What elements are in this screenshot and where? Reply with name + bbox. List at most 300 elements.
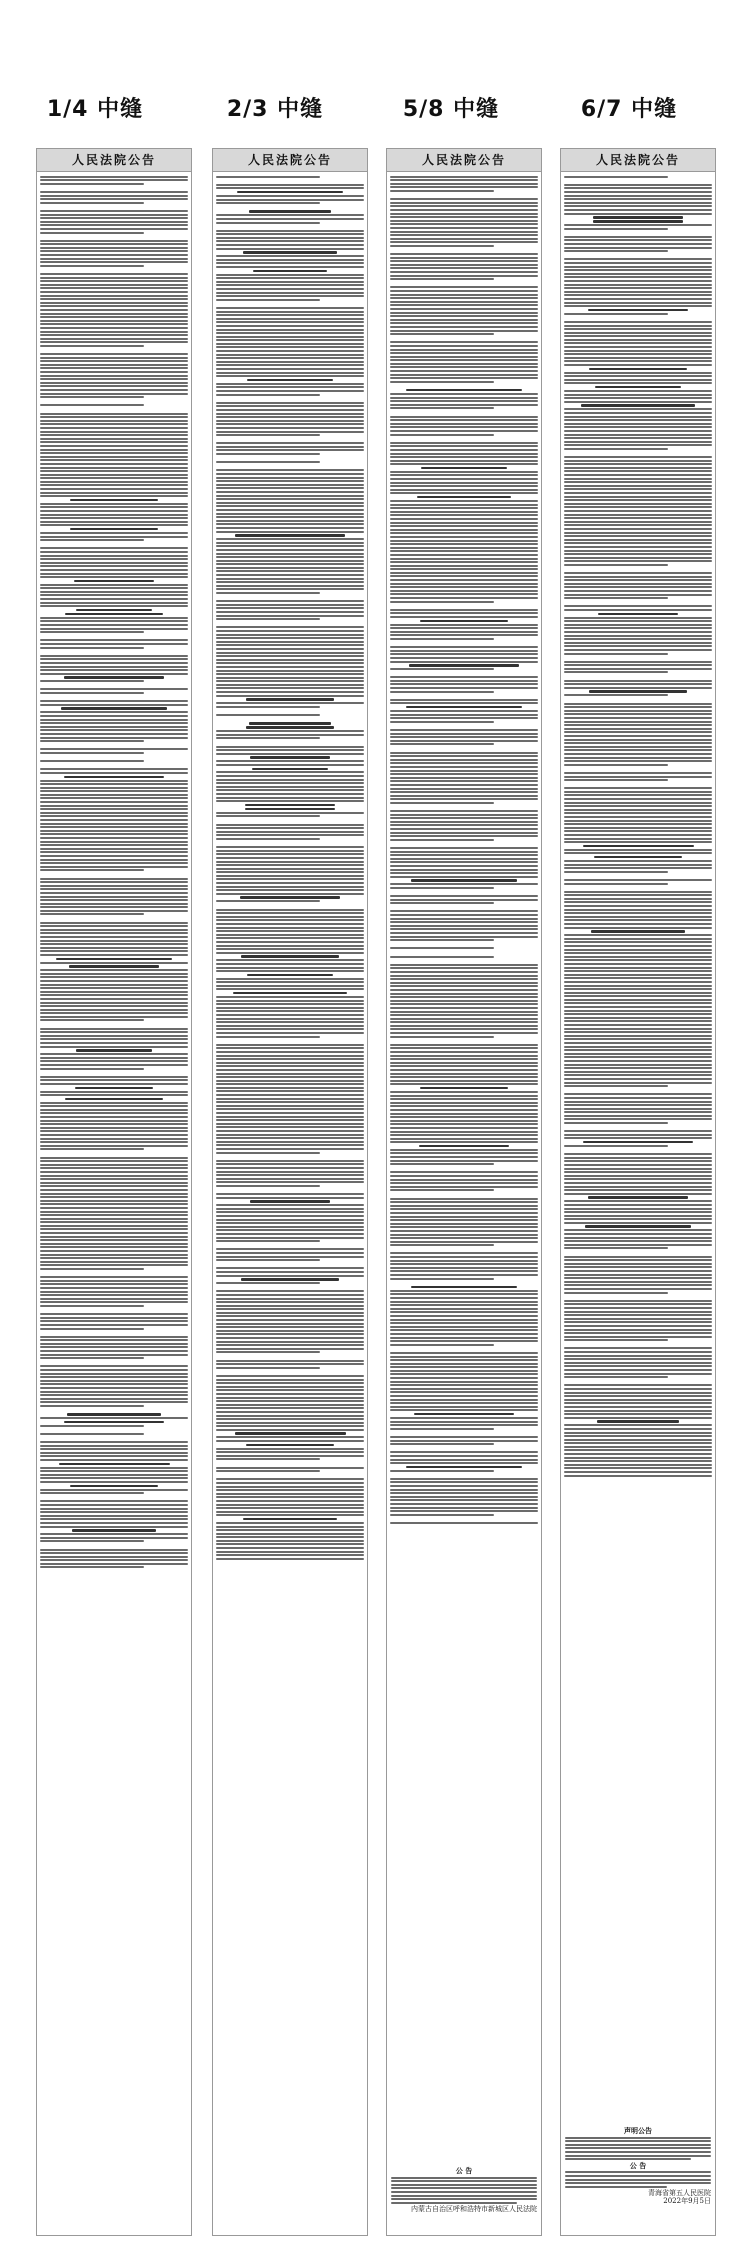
text-line	[390, 522, 538, 524]
text-line	[40, 910, 188, 912]
text-line	[216, 1319, 364, 1321]
text-line	[390, 231, 538, 233]
text-line	[216, 812, 364, 814]
text-line	[216, 222, 320, 224]
text-line	[216, 1323, 364, 1325]
text-line	[40, 1518, 188, 1520]
text-line	[40, 1380, 188, 1382]
text-line	[216, 567, 364, 569]
paragraph-gap	[40, 1309, 188, 1312]
text-line	[216, 1493, 364, 1495]
text-line	[40, 1157, 188, 1159]
text-line	[40, 1130, 188, 1132]
panel-header: 人民法院公告	[561, 149, 715, 172]
text-line	[216, 868, 364, 870]
text-line	[40, 323, 188, 325]
text-line	[390, 733, 538, 735]
text-line	[564, 1134, 712, 1136]
text-line	[564, 346, 712, 348]
text-line	[40, 1474, 188, 1476]
text-line	[390, 543, 538, 545]
text-line	[40, 1102, 188, 1104]
text-line	[216, 1014, 364, 1016]
text-line	[390, 759, 538, 761]
text-line	[390, 989, 538, 991]
text-line	[40, 1537, 188, 1539]
text-line	[390, 631, 538, 633]
text-line	[390, 653, 538, 655]
text-line	[390, 1120, 538, 1122]
text-line	[40, 1105, 188, 1107]
text-line	[40, 805, 188, 807]
text-line	[564, 205, 712, 207]
text-line	[40, 1459, 188, 1461]
text-line	[216, 659, 364, 661]
text-line	[216, 1171, 364, 1173]
text-line	[40, 1057, 188, 1059]
text-line	[390, 529, 538, 531]
text-line	[216, 1148, 364, 1150]
text-line	[390, 902, 494, 904]
text-line	[564, 985, 712, 987]
text-line	[216, 634, 364, 636]
text-line	[40, 198, 188, 200]
text-line	[40, 584, 188, 586]
text-line	[564, 891, 712, 893]
text-line	[40, 539, 144, 541]
text-line	[564, 631, 712, 633]
text-line	[390, 1051, 538, 1053]
text-line	[564, 478, 712, 480]
text-line	[40, 1417, 188, 1419]
text-line	[40, 954, 188, 956]
text-line	[247, 974, 333, 976]
text-line	[40, 987, 188, 989]
text-line	[40, 662, 188, 664]
text-line	[40, 562, 188, 564]
text-line	[564, 535, 712, 537]
text-line	[390, 478, 538, 480]
text-line	[564, 1211, 712, 1213]
text-line	[216, 570, 364, 572]
bottom-notice-signature: 青海省第五人民医院	[648, 2189, 711, 2198]
text-line	[564, 198, 712, 200]
text-line	[40, 382, 188, 384]
text-line	[390, 286, 538, 288]
text-line	[216, 1090, 364, 1092]
paragraph-gap	[564, 783, 712, 786]
text-line	[40, 1540, 144, 1542]
text-line	[564, 444, 712, 446]
text-line	[564, 974, 712, 976]
text-line	[390, 1237, 538, 1239]
text-line	[390, 1440, 538, 1442]
text-line	[390, 1021, 538, 1023]
text-line	[390, 1492, 538, 1494]
text-line	[40, 287, 188, 289]
text-line	[390, 821, 538, 823]
text-line	[216, 1458, 320, 1460]
text-line	[40, 991, 188, 993]
text-line	[564, 514, 712, 516]
text-line	[564, 1413, 712, 1415]
text-line	[40, 338, 188, 340]
text-line	[564, 1388, 712, 1390]
text-line	[216, 588, 364, 590]
text-line	[390, 691, 494, 693]
text-line	[216, 934, 364, 936]
text-line	[40, 1250, 188, 1252]
text-line	[216, 1178, 364, 1180]
text-line	[390, 500, 538, 502]
text-line	[216, 1021, 364, 1023]
text-line	[40, 1298, 188, 1300]
text-line	[564, 620, 712, 622]
text-line	[216, 383, 364, 385]
text-line	[564, 1024, 712, 1026]
text-line	[216, 702, 364, 704]
text-line	[390, 1223, 538, 1225]
text-line	[564, 1130, 712, 1132]
text-line	[40, 1148, 144, 1150]
paragraph-gap	[390, 724, 538, 727]
text-line	[216, 176, 320, 178]
text-line	[390, 301, 538, 303]
text-line	[564, 1240, 712, 1242]
text-line	[564, 1392, 712, 1394]
paragraph-gap	[564, 1126, 712, 1129]
text-line	[40, 217, 188, 219]
text-line	[216, 394, 320, 396]
text-line	[390, 1409, 538, 1411]
text-line	[216, 615, 364, 617]
text-line	[216, 375, 364, 377]
text-line	[40, 183, 144, 185]
paragraph-gap	[40, 1428, 188, 1431]
paragraph-gap	[390, 1431, 538, 1434]
text-line	[564, 1002, 712, 1004]
text-line	[390, 1333, 538, 1335]
text-line	[40, 812, 188, 814]
text-line	[216, 574, 364, 576]
text-line	[390, 260, 538, 262]
text-line	[598, 613, 678, 615]
text-line	[390, 1047, 538, 1049]
text-line	[40, 1076, 188, 1078]
panel-body	[37, 172, 191, 2235]
text-line	[40, 1320, 188, 1322]
text-line	[564, 441, 712, 443]
text-line	[564, 1284, 712, 1286]
text-line	[247, 379, 333, 381]
text-line	[564, 467, 712, 469]
text-line	[40, 1552, 188, 1554]
text-line	[564, 735, 712, 737]
text-line	[564, 988, 712, 990]
text-line	[216, 749, 364, 751]
text-line	[40, 587, 188, 589]
text-line	[390, 1003, 538, 1005]
text-line	[564, 653, 668, 655]
text-line	[390, 702, 538, 704]
text-line	[61, 707, 168, 709]
text-line	[40, 1398, 188, 1400]
text-line	[216, 641, 364, 643]
text-line	[390, 646, 538, 648]
text-line	[390, 1036, 494, 1038]
text-line	[40, 305, 188, 307]
text-line	[390, 198, 538, 200]
notice-panel-4	[560, 148, 716, 2236]
text-line	[390, 1370, 538, 1372]
text-line	[241, 955, 339, 957]
text-line	[216, 1094, 364, 1096]
text-line	[216, 1496, 364, 1498]
text-line	[216, 1379, 364, 1381]
text-line	[216, 927, 364, 929]
text-line	[216, 1326, 364, 1328]
text-line	[390, 1290, 538, 1292]
text-line	[390, 910, 538, 912]
text-line	[40, 258, 188, 260]
text-line	[390, 474, 538, 476]
text-line	[40, 869, 144, 871]
text-line	[564, 867, 712, 869]
panel-header: 人民法院公告	[213, 149, 367, 172]
text-line	[564, 742, 712, 744]
text-line	[40, 790, 188, 792]
text-line	[40, 284, 188, 286]
text-line	[564, 176, 668, 178]
text-line	[564, 448, 668, 450]
text-line	[564, 1200, 712, 1202]
text-line	[390, 449, 538, 451]
text-line	[390, 817, 538, 819]
text-line	[564, 1118, 712, 1120]
text-line	[564, 642, 712, 644]
text-line	[40, 737, 188, 739]
text-line	[216, 431, 364, 433]
text-line	[40, 984, 188, 986]
text-line	[40, 316, 188, 318]
text-line	[40, 666, 188, 668]
text-line	[216, 1478, 364, 1480]
text-line	[597, 1420, 680, 1422]
text-line	[216, 581, 364, 583]
text-line	[40, 1556, 188, 1558]
text-line	[216, 1400, 364, 1402]
text-line	[390, 290, 538, 292]
text-line	[216, 786, 364, 788]
text-line	[564, 680, 712, 682]
text-line	[564, 572, 712, 574]
text-line	[564, 1189, 712, 1191]
panel-header: 人民法院公告	[37, 149, 191, 172]
text-line	[564, 576, 712, 578]
paragraph-gap	[564, 179, 712, 182]
text-line	[40, 1116, 188, 1118]
text-line	[390, 558, 538, 560]
text-line	[390, 1201, 538, 1203]
text-line	[564, 739, 712, 741]
text-line	[40, 748, 188, 750]
bottom-notice-title: 声明公告	[624, 2126, 652, 2135]
text-line	[390, 676, 538, 678]
text-line	[390, 223, 538, 225]
paragraph-gap	[40, 744, 188, 747]
text-line	[564, 597, 668, 599]
text-line	[216, 978, 364, 980]
text-line	[40, 1060, 188, 1062]
text-line	[216, 325, 364, 327]
text-line	[216, 775, 364, 777]
text-line	[564, 1186, 712, 1188]
text-line	[40, 1239, 188, 1241]
text-line	[564, 419, 712, 421]
text-line	[564, 820, 712, 822]
text-line	[564, 1281, 712, 1283]
text-line	[390, 1274, 538, 1276]
text-line	[390, 1499, 538, 1501]
text-line	[216, 1351, 320, 1353]
text-line	[216, 405, 364, 407]
text-line	[40, 1559, 188, 1561]
text-line	[564, 1432, 712, 1434]
text-line	[40, 1467, 188, 1469]
paragraph-gap	[216, 842, 364, 845]
text-line	[564, 1137, 712, 1139]
text-line	[216, 1500, 364, 1502]
text-line	[390, 928, 538, 930]
text-line	[216, 214, 364, 216]
text-line	[40, 643, 188, 645]
text-line	[564, 791, 712, 793]
text-line	[40, 655, 188, 657]
text-line	[40, 998, 188, 1000]
text-line	[390, 267, 538, 269]
text-line	[216, 513, 364, 515]
text-line	[216, 1448, 364, 1450]
text-line	[390, 1470, 494, 1472]
paragraph-gap	[390, 747, 538, 750]
text-line	[216, 1305, 364, 1307]
text-line	[390, 650, 538, 652]
paragraph-gap	[40, 1331, 188, 1334]
text-line	[390, 1436, 538, 1438]
text-line	[40, 1425, 144, 1427]
text-line	[564, 952, 712, 954]
text-line	[216, 1482, 364, 1484]
text-line	[40, 1336, 188, 1338]
text-line	[40, 1294, 188, 1296]
text-line	[564, 1270, 712, 1272]
text-line	[390, 1391, 538, 1393]
bottom-notice	[391, 2167, 537, 2231]
text-line	[390, 925, 538, 927]
text-line	[390, 532, 538, 534]
text-line	[216, 1547, 364, 1549]
text-line	[237, 191, 344, 193]
text-line	[216, 1105, 364, 1107]
text-line	[390, 202, 538, 204]
text-line	[216, 637, 364, 639]
text-line	[390, 773, 538, 775]
text-line	[40, 404, 144, 406]
text-line	[390, 1091, 538, 1093]
text-line	[216, 1018, 364, 1020]
text-line	[564, 1351, 712, 1353]
text-line	[216, 1204, 364, 1206]
text-line	[564, 1038, 712, 1040]
text-line	[390, 802, 494, 804]
text-line	[216, 1032, 364, 1034]
text-line	[564, 706, 712, 708]
text-line	[564, 1028, 712, 1030]
text-line	[390, 359, 538, 361]
text-line	[216, 1386, 364, 1388]
text-line	[390, 271, 538, 273]
text-line	[216, 923, 364, 925]
text-line	[216, 1044, 364, 1046]
text-line	[216, 461, 320, 463]
text-line	[390, 565, 538, 567]
text-line	[216, 1036, 320, 1038]
text-line	[564, 1453, 712, 1455]
text-line	[564, 1449, 712, 1451]
text-line	[40, 569, 188, 571]
paragraph-gap	[564, 1343, 712, 1346]
paragraph-gap	[40, 408, 188, 411]
text-line	[390, 798, 538, 800]
text-line	[390, 1098, 538, 1100]
text-line	[40, 1387, 188, 1389]
text-line	[564, 1384, 712, 1386]
text-line	[216, 1152, 320, 1154]
text-line	[40, 1138, 188, 1140]
text-line	[40, 551, 188, 553]
text-line	[40, 367, 188, 369]
text-line	[40, 722, 188, 724]
text-line	[40, 341, 188, 343]
text-line	[216, 652, 364, 654]
text-line	[390, 554, 538, 556]
text-line	[216, 1451, 364, 1453]
text-line	[390, 445, 538, 447]
text-line	[216, 545, 364, 547]
text-line	[40, 484, 188, 486]
text-line	[390, 341, 538, 343]
text-line	[564, 1259, 712, 1261]
text-line	[40, 277, 188, 279]
text-line	[216, 1344, 364, 1346]
text-line	[411, 879, 516, 881]
text-line	[40, 628, 188, 630]
text-line	[40, 558, 188, 560]
text-line	[390, 213, 538, 215]
text-line	[564, 838, 712, 840]
text-line	[216, 941, 364, 943]
text-line	[40, 639, 188, 641]
text-line	[564, 760, 712, 762]
paragraph-gap	[40, 1544, 188, 1547]
text-line	[216, 882, 364, 884]
text-line	[390, 638, 494, 640]
text-line	[390, 993, 538, 995]
text-line	[564, 1042, 712, 1044]
text-line	[390, 1065, 538, 1067]
text-line	[40, 947, 188, 949]
text-line	[564, 1218, 712, 1220]
